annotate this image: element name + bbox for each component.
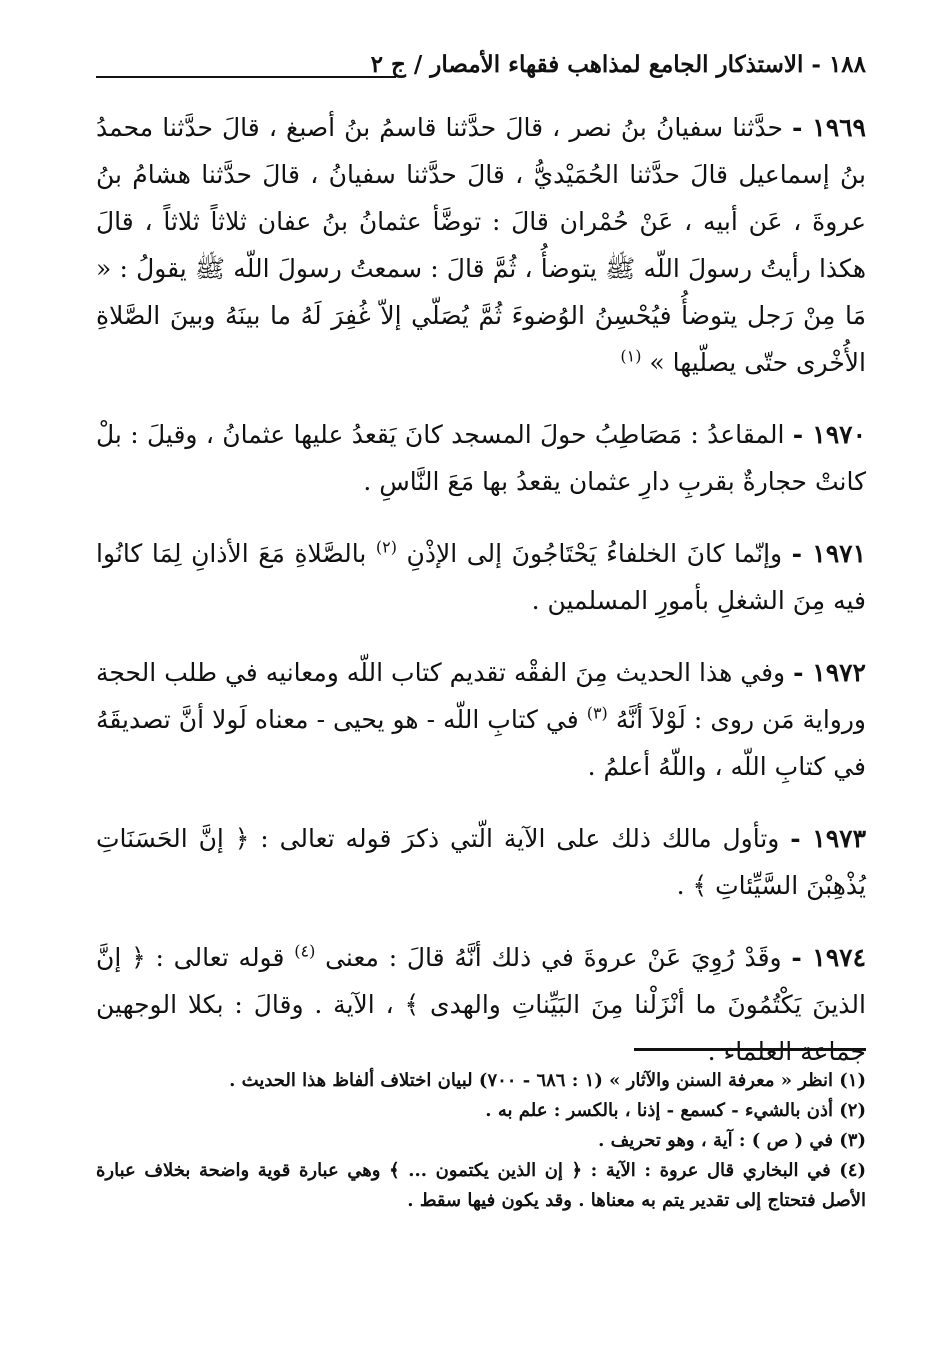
- paragraph-number: ١٩٦٩ -: [792, 113, 866, 142]
- footnote-1: (١) انظر « معرفة السنن والآثار » (١ : ٦٨٦ - ٧٠٠) لبيان اختلاف ألفاظ هذا الحديث .: [229, 1070, 866, 1091]
- paragraph-text-continued: في كتابِ اللّه - هو يحيى - معناه لَولا أنَّ تصديقَهُ في كتابِ اللّه ، واللّهُ أعلمُ .: [96, 705, 866, 781]
- footnotes: [96, 1066, 866, 1216]
- paragraph-1969: [96, 104, 866, 386]
- paragraph-number: ١٩٧٢ -: [793, 658, 866, 687]
- footnote-ref-3: (٣): [586, 703, 608, 723]
- paragraph-text: وفي هذا الحديث مِنَ الفقْه تقديم كتاب اللّه ومعانيه في طلب الحجة ورواية مَن روى : لَوْلاَ أنَّهُ: [96, 658, 866, 734]
- paragraph-text-continued: قوله تعالى : ﴿ إنَّ الذينَ يَكْتُمُونَ ما أنْزَلْنا مِنَ البَيِّناتِ والهدى ﴾ ، الآية . وقالَ : بكلا الوجهين جماعة العلماء .: [96, 943, 866, 1066]
- footnote-3: (٣) في ( ص ) : آية ، وهو تحريف .: [598, 1130, 866, 1151]
- running-header-title: ١٨٨ - الاستذكار الجامع لمذاهب فقهاء الأمصار / ج ٢: [370, 51, 866, 78]
- paragraph-1974: [96, 934, 866, 1075]
- paragraph-number: ١٩٧٣ -: [790, 824, 866, 853]
- paragraph-text: حدَّثنا سفيانُ بنُ نصر ، قالَ حدَّثنا قاسمُ بنُ أصبغ ، قالَ حدَّثنا محمدُ بنُ إسماعيل قالَ حدَّثنا الحُمَيْديُّ ، قالَ حدَّثنا سفيانُ ، قالَ حدَّثنا هشامُ بنُ عروةَ ، عَن أبيه ، عَنْ حُمْران قالَ : توضَّأ عثمانُ بنُ عفان ثلاثاً ثلاثاً ، قالَ هكذا رأيتُ رسولَ اللّه ﷺ يتوضأُ ، ثُمَّ قالَ : سمعتُ رسولَ اللّه ﷺ يقولُ : « مَا مِنْ رَجل يتوضأُ فيُحْسِنُ الوُضوءَ ثُمَّ يُصَلّي إلاّ غُفِرَ لَهُ ما بينَهُ وبينَ الصَّلاةِ الأُخْرى حتّى يصلّيها »: [96, 113, 866, 377]
- paragraph-text: وتأول مالك ذلك على الآية الّتي ذكرَ قوله تعالى : ﴿ إنَّ الحَسَنَاتِ يُذْهِبْنَ السَّيِّئاتِ ﴾ .: [96, 824, 866, 900]
- paragraph-1973: [96, 815, 866, 909]
- paragraph-1971: [96, 530, 866, 624]
- footnote-2: (٢) أذن بالشيء - كسمع - إذنا ، بالكسر : علم به .: [485, 1100, 866, 1121]
- footnote-4: (٤) في البخاري قال عروة : الآية : ﴿ إن الذين يكتمون ... ﴾ وهي عبارة قوية واضحة بخلاف عبارة الأصل فتحتاج إلى تقدير يتم به معناها . وقد يكون فيها سقط .: [96, 1160, 866, 1211]
- paragraph-number: ١٩٧١ -: [791, 539, 866, 568]
- paragraph-text: وقَدْ رُوِيَ عَنْ عروةَ في ذلك أنَّهُ قالَ : معنى: [325, 943, 782, 972]
- header-rule: [96, 76, 396, 78]
- footnote-separator: [634, 1048, 866, 1051]
- paragraph-1972: [96, 649, 866, 790]
- footnote-ref-1: (١): [620, 346, 642, 366]
- paragraph-text-continued: بالصَّلاةِ مَعَ الأذانِ لِمَا كانُوا فيه مِنَ الشغلِ بأمورِ المسلمين .: [96, 539, 866, 615]
- paragraph-text: وإنّما كانَ الخلفاءُ يَحْتَاجُونَ إلى الإذْنِ: [406, 539, 783, 568]
- footnote-ref-2: (٢): [375, 537, 397, 557]
- paragraph-text: المقاعدُ : مَصَاطِبُ حولَ المسجد كانَ يَقعدُ عليها عثمانُ ، وقيلَ : بلْ كانتْ حجارةٌ بقربِ دارِ عثمان يقعدُ بها مَعَ النَّاسِ .: [96, 420, 866, 496]
- main-text: [96, 104, 866, 1100]
- page-header: [96, 48, 866, 88]
- footnote-ref-4: (٤): [294, 941, 316, 961]
- paragraph-1970: [96, 411, 866, 505]
- paragraph-number: ١٩٧٤ -: [791, 943, 867, 972]
- paragraph-number: ١٩٧٠ -: [792, 420, 866, 449]
